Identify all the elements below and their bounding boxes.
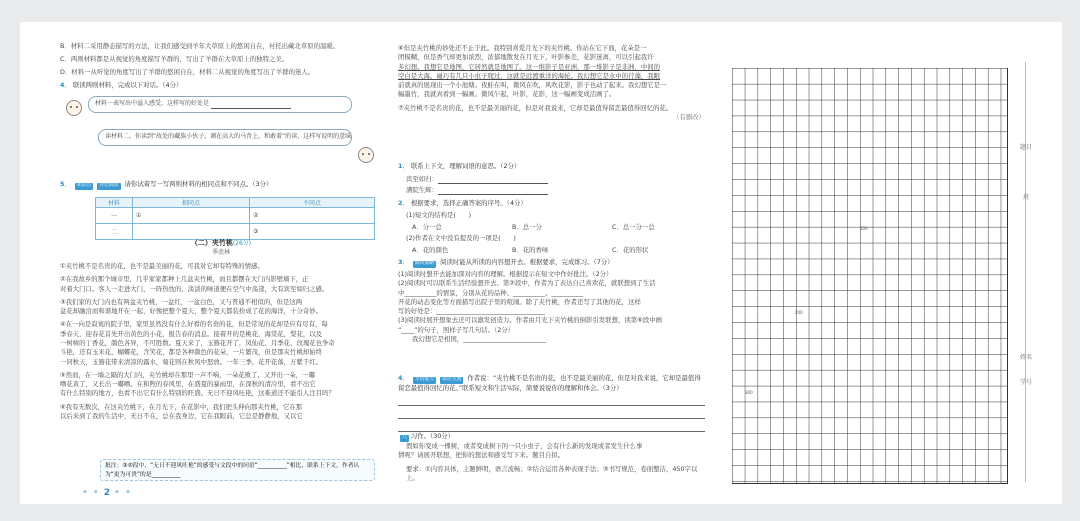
question-number: 3 — [398, 258, 403, 266]
author: 季羡林 — [211, 249, 230, 256]
q2-sub1: (1)短文的结构是( ) — [406, 211, 472, 219]
table-header-row — [96, 198, 375, 208]
margin-label: 姓名 — [1019, 354, 1032, 361]
passage-line: ⑦夹竹桃不是名贵的花，也不是最美丽的花，但是对我说来，它却是最值得留恋最值得回忆的花。 — [398, 103, 673, 112]
row-label: 一 — [96, 208, 133, 224]
passage-line: 盆花却融洽而和谐地开在一起，好像把整个夏天，整个夏天都装扮成了花的海洋，十分奇妙。 — [60, 307, 323, 316]
margin-label: 班 — [1022, 194, 1029, 201]
passage-line-underlined: 空白是大海。碰巧有几只小虫子爬过，这就是远渡重洋的海轮。我幻想它是水中的荇藻，我眼 — [398, 71, 661, 80]
binding-line — [1025, 62, 1026, 482]
q3-line: “____”的句子，照样子写几句话。（2分） — [398, 325, 515, 334]
passage-line: ②在我故乡的那个城市里，几乎家家都种上几盆夹竹桃，而且都摆在大门内影壁墙下，正 — [60, 275, 309, 284]
option-b: B．材料二采用静态描写的方法，让我们感受到羊年大草原上的悠闲自在，衬托出藏北草原的温暖。 — [60, 42, 340, 50]
page-number: • • 2 • • — [82, 488, 132, 498]
dialogue-bubble-2 — [98, 129, 352, 146]
bubble-text: 材料一表写出中溢入感受，这样写的好处是 — [95, 100, 210, 107]
option[interactable]: B．花的香味 — [512, 246, 549, 254]
q3-line: 开花的动态变化等方面描写出院子里的喧闹。除了夹竹桃，作者还写了其他的花，这样 — [398, 297, 641, 306]
question-4: 4． 联读两则材料，完成以下对话。（4分） — [60, 81, 183, 89]
writing-line: 假如你变成一棵树，或者变成树下的一只小虫子，会有什么新的发现或者发生什么事 — [406, 441, 643, 450]
passage-line-underlined: 多幻想。我想它是地图，它居然就是地图了。这一堆影子是亚洲，那一堆影子是非洲，中间的 — [398, 62, 661, 71]
passage-line: 斗艳，还有玉米花，蝴蝶花，含笑花，都是各种颜色的花朵，一片繁茂，但是那夹竹桃却始终 — [60, 348, 323, 357]
cell-same[interactable]: ① — [133, 208, 250, 224]
teacher-avatar-icon — [358, 147, 374, 163]
writing-title — [398, 432, 705, 442]
passage-line: ④在一向是寂寞的院子里，家里虽然没有什么好看的名贵的花，但是常见的花却是应有尽有，每 — [60, 320, 328, 329]
strategy-tag: 阅读策略 — [414, 261, 435, 266]
answer-blank[interactable] — [438, 177, 548, 184]
student-avatar-icon — [66, 100, 82, 116]
grid-mark: 300 — [745, 390, 753, 395]
section-score: (26分) — [232, 240, 252, 247]
skill-tag: 写话能力 — [414, 377, 435, 382]
cell-diff[interactable]: ② — [250, 208, 375, 224]
answer-line[interactable] — [398, 406, 705, 419]
term-label: 宾至如归： — [406, 175, 438, 183]
option-c: C．两则材料都是从视觉的角度描写羊群的，写出了羊群在大草原上的独特之美。 — [60, 55, 289, 63]
question-text: 根据要求，选择正确答案的序号。（4分） — [410, 199, 527, 207]
dialogue-bubble-1 — [88, 96, 352, 113]
question-number: 2 — [398, 199, 403, 207]
q3-line: (2)阅读时可以联系生活经验想开去。第②段中，作者为了表达自己喜欢花，就联想到了生活 — [398, 279, 656, 288]
q3-body — [398, 270, 705, 344]
question-text: 联读两则材料，完成以下对话。（4分） — [72, 81, 183, 89]
question-3: 3． 阅读策略 阅读时能从所读的内容想开去。根据要求，完成练习。（7分） — [398, 258, 614, 266]
passage-continued — [398, 44, 705, 122]
question-1: 1． 联系上下文，理解词语的意思。（2分） — [398, 162, 521, 170]
header-cell: 材料 — [96, 198, 133, 208]
question-4: 4． 写话能力 表达交流 作者说：“夹竹桃不是名贵的花，也不是最美丽的花，但是对我来说，它却是最值得留恋最值得回忆的花。”联系短文和生活实际，简要说说你的理解和体会。（3分） — [398, 374, 701, 392]
option[interactable]: C．花的形状 — [612, 246, 649, 254]
source-note: （有删改） — [673, 112, 705, 121]
question-4-block — [398, 374, 705, 432]
question-number: 4 — [60, 81, 65, 89]
q2-sub2: (2)作者在文中没有提及的一项是( ) — [406, 234, 516, 242]
answer-line[interactable] — [398, 393, 705, 406]
question-number: 4 — [398, 374, 403, 382]
q3-line[interactable]: 中__________的情景，分别从花的品种、__________、__________ — [398, 288, 584, 297]
cell-diff[interactable]: ③ — [250, 224, 375, 240]
question-2: 2． 根据要求，选择正确答案的序号。（4分） — [398, 199, 527, 207]
option[interactable]: A．分一总 — [412, 223, 442, 231]
q3-line[interactable]: 写的好处是：__________________________________ — [398, 307, 545, 316]
passage-line: ③我们家的大门内也有两盆夹竹桃，一盆红，一盆白色，又与普通不相似的，但是这两 — [60, 297, 303, 306]
question-text: 联系上下文，理解词语的意思。（2分） — [410, 162, 521, 170]
bubble-text: 读材料二，你读到“故处的藏族小伙子，调在高大的马背上，和敢着”的读，这样写说明的意味 — [105, 133, 352, 140]
grid-mark: 100 — [860, 226, 868, 231]
option[interactable]: A．花的颜色 — [412, 246, 449, 254]
section-marker-icon: 八 — [402, 435, 407, 440]
composition-grid[interactable] — [732, 68, 1008, 484]
margin-label: 学号 — [1019, 379, 1032, 386]
cell-same[interactable] — [133, 224, 250, 240]
passage-line: 噜花黄了，又长出一嘟噜。在和煦的春风里，在盛夏的暴雨里，在深秋的清冷里，看不出它 — [60, 380, 316, 389]
option[interactable]: C．总一分一总 — [612, 223, 655, 231]
margin-label: 题目 — [1019, 144, 1032, 151]
writing-line: 情呢？请展开联想，把你的想法和感受写下来。题目自拟。 — [398, 451, 565, 460]
passage-line: 团模糊，但是香气却更加浓烈，浓郁地散发在月光下，叶影参差，花影迷离，可以引起我许 — [398, 53, 654, 62]
question-text: 作者说：“夹竹桃不是名贵的花，也不是最美丽的花，但是对我来说，它却是最值得留恋最值得回忆的花。”联系短文和生活实际，简要说说你的理解和体会。（3分） — [398, 374, 701, 392]
grid-mark: 200 — [795, 310, 803, 315]
section-title-text: （二）夹竹桃 — [190, 239, 233, 247]
question-number: 5 — [60, 180, 65, 188]
annotation-box[interactable]: 批注：③⑤段中，“无日不迎风吐艳”的感受与文段中的问语“__________”相比，联系上下文，作者认为“更为可贵”的是__________ — [100, 459, 375, 481]
row-label: 二 — [96, 224, 133, 240]
comparison-table — [95, 197, 375, 240]
passage-line: 有什么特别的地方，也看不出它有什么特别的旺盛。无日不迎风吐艳，这难道还不能引人注目吗？ — [60, 389, 335, 398]
term-1 — [406, 175, 548, 184]
question-5: 5． 知识点 对比阅读 请你试着写一写两则材料的相同点和不同点。（3分） — [60, 180, 273, 188]
passage-line: 季春天，迎春花首先开出黄色的小花，报告春的消息。接着开的是桃花，海棠花，梨花，以及 — [60, 329, 323, 338]
header-cell: 相同点 — [133, 198, 250, 208]
passage-line: 幅墨竹，我就真看到一幅画。微风乍起，叶影，花影，这一幅画变成活画了。 — [398, 90, 616, 99]
answer-line[interactable] — [398, 419, 705, 432]
question-number: 1 — [398, 162, 403, 170]
option[interactable]: B．总一分 — [512, 223, 542, 231]
passage-line: 以后来到了我的生活中，无日不在，总在我身边，它在我眼前，它总是静静地，又以它 — [60, 411, 303, 420]
question-text: 阅读时能从所读的内容想开去。根据要求，完成练习。（7分） — [440, 258, 614, 266]
left-column — [60, 22, 382, 504]
passage-line: 前就真的展现出一个小池塘。夜蛙在叫，微风在吹，风吹花影，影子也动了起来。我幻想它是一 — [398, 81, 667, 90]
table-row — [96, 224, 375, 240]
passage-line: 一树树的丁香花，颜色各异，不可胜数。夏天来了，玉簪花开了，凤仙花、月季花、玫瑰花也争奇 — [60, 338, 335, 347]
passage-line: ⑥但是夹竹桃的妙处还不止于此。我特别喜爱月光下的夹竹桃。你站在它下面，花朵是一 — [398, 44, 647, 52]
skill-tag: 对比阅读 — [99, 183, 119, 188]
answer-blank[interactable] — [438, 188, 548, 195]
passage-line: ⑥我有无数次，在这夹竹桃下，在月光下，在花影中，我们把头伸向那夹竹桃，它在那 — [60, 402, 303, 411]
question-text: 请你试着写一写两则材料的相同点和不同点。（3分） — [124, 180, 273, 188]
q3-line: (1)阅读时想开去能加深对内容的理解。根据提示在短文中作好批注。（2分） — [398, 270, 613, 278]
passage-line: ⑤然而，在一墙之隔的大门内，夹竹桃却在那里一声不响，一朵花败了，又开出一朵，一嘟 — [60, 370, 315, 379]
table-row — [96, 208, 375, 224]
q3-line[interactable]: 我幻想它是相国，__________________________ — [412, 334, 547, 343]
term-2 — [406, 186, 548, 195]
knowledge-tag: 知识点 — [76, 183, 92, 188]
passage-line: ①夹竹桃不是名贵的花，也不是最美丽的花，可我对它却有特殊的情感。 — [60, 262, 264, 270]
page-number-text: 2 — [103, 488, 111, 498]
writing-task — [398, 432, 705, 483]
answer-blank[interactable] — [211, 102, 291, 109]
writing-title-text: 习作。（30分） — [410, 432, 455, 440]
skill-tag: 表达交流 — [442, 377, 462, 382]
exam-sheet — [20, 22, 1062, 504]
writing-requirements: 要求：①内容具体，主题鲜明，语言流畅；②结合运用各种表现手法；③书写规范，卷面整洁，450字以上。 — [406, 464, 698, 482]
header-cell: 不同点 — [250, 198, 375, 208]
q3-line: (3)阅读时展开想象去还可以激发创造力。作者由月光下夹竹桃的倒影引发联想，读第⑥段中画 — [398, 316, 663, 325]
passage-line: 对着大门口。客人一走进大门，一阵热忱的、淡淡的味道便在空气中荡漾，大有宾至如归之感。 — [60, 284, 329, 293]
option-d: D．材料一从听觉的角度写出了羊群的悠闲自在，材料二从视觉的角度写出了羊群的迷人。 — [60, 68, 315, 76]
passage-line: 一同秋天，玉簪花带来清凉的露水，菊花则在秋风中怒放。一年三季，花开花落，万紫千红。 — [60, 357, 323, 366]
term-label: 满院生辉： — [406, 186, 438, 194]
middle-column — [398, 22, 705, 504]
